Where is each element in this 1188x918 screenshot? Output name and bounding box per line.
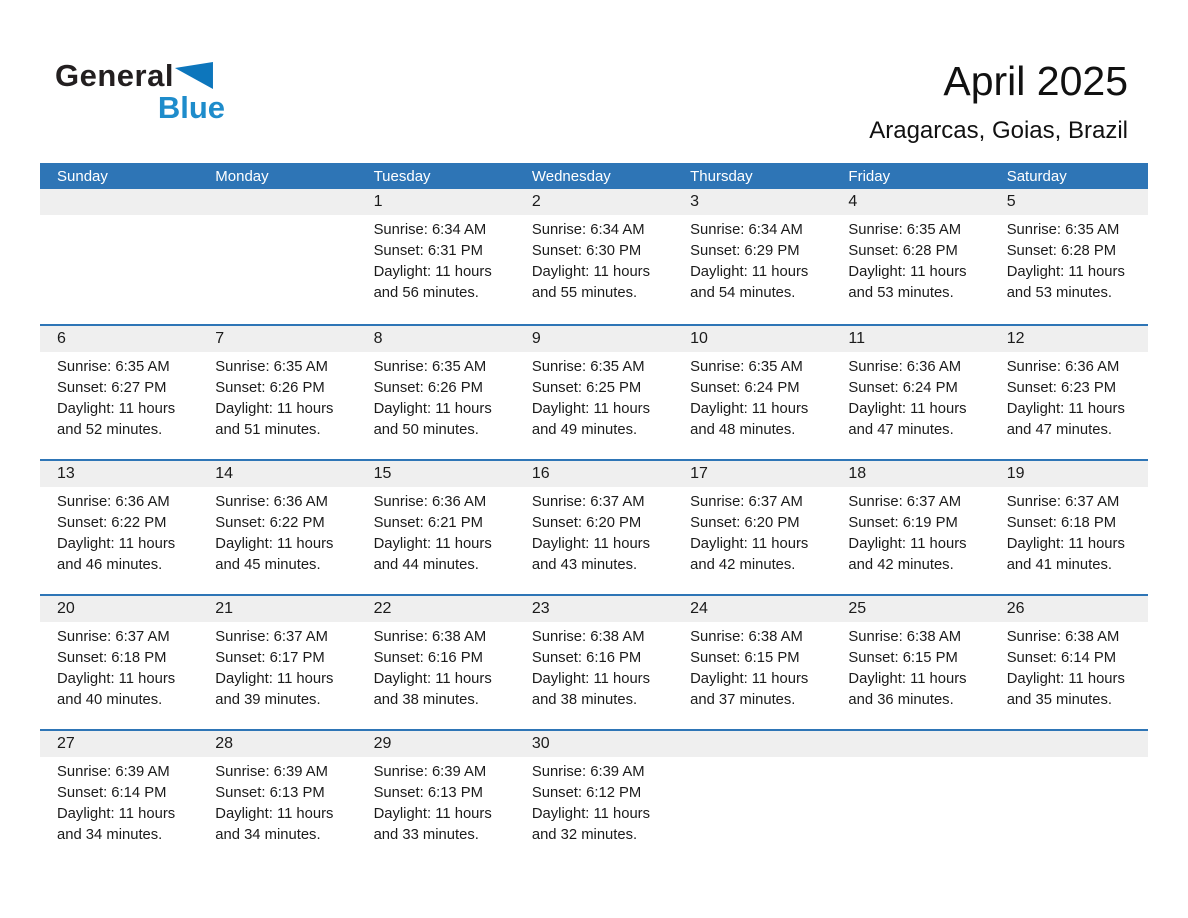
day-details-row (40, 622, 1148, 711)
day-details (198, 352, 356, 441)
day-number: 22 (373, 600, 392, 617)
detail-line: Daylight: 11 hours (848, 264, 967, 280)
detail-line: Sunset: 6:29 PM (690, 243, 800, 259)
day-number: 21 (215, 600, 234, 617)
calendar-week-row (40, 189, 1148, 324)
day-details (831, 622, 989, 711)
detail-line: Daylight: 11 hours (57, 401, 176, 417)
page-title: April 2025 (943, 58, 1128, 104)
day-number: 29 (373, 735, 392, 752)
detail-line: and 33 minutes. (373, 827, 479, 843)
calendar-week-row (40, 729, 1148, 864)
day-details (357, 352, 515, 441)
day-number: 8 (373, 330, 383, 347)
detail-line: and 37 minutes. (690, 692, 796, 708)
detail-line: and 32 minutes. (531, 827, 638, 843)
day-number: 11 (848, 330, 866, 347)
detail-line: Daylight: 11 hours (848, 671, 967, 687)
day-number: 26 (1006, 600, 1025, 617)
detail-line: Daylight: 11 hours (373, 806, 492, 822)
day-details (990, 622, 1148, 711)
detail-line: Sunset: 6:15 PM (848, 650, 958, 666)
detail-line: Sunrise: 6:37 AM (215, 629, 328, 645)
day-details (198, 622, 356, 711)
weekday-header: Wednesday (531, 167, 611, 185)
detail-line: Sunrise: 6:34 AM (531, 222, 645, 238)
day-number: 4 (848, 193, 858, 210)
day-number: 7 (215, 330, 225, 347)
detail-line: and 38 minutes. (373, 692, 479, 708)
detail-line: and 47 minutes. (848, 422, 954, 438)
detail-line: and 34 minutes. (215, 827, 321, 843)
detail-line: Sunrise: 6:35 AM (373, 359, 487, 375)
detail-line: Daylight: 11 hours (215, 806, 334, 822)
day-details (40, 622, 198, 711)
day-details (673, 352, 831, 441)
detail-line: and 53 minutes. (1006, 285, 1112, 301)
detail-line: and 42 minutes. (690, 557, 796, 573)
detail-line: and 52 minutes. (57, 422, 163, 438)
day-number: 25 (848, 600, 867, 617)
detail-line: Sunrise: 6:36 AM (1006, 359, 1120, 375)
detail-line: Daylight: 11 hours (373, 671, 492, 687)
detail-line: Sunset: 6:13 PM (373, 785, 483, 801)
weekday-header: Monday (215, 167, 269, 185)
detail-line: Sunset: 6:30 PM (531, 243, 642, 259)
detail-line: Sunset: 6:14 PM (1006, 650, 1117, 666)
detail-line: Sunrise: 6:36 AM (848, 359, 962, 375)
detail-line: Sunrise: 6:35 AM (215, 359, 328, 375)
weekday-header: Friday (848, 167, 891, 185)
detail-line: Sunrise: 6:35 AM (1006, 222, 1120, 238)
detail-line: Sunrise: 6:36 AM (373, 494, 487, 510)
detail-line: and 48 minutes. (690, 422, 796, 438)
empty-day-details (831, 757, 989, 846)
detail-line: Sunset: 6:27 PM (57, 380, 167, 396)
detail-line: Daylight: 11 hours (531, 264, 651, 280)
day-number-strip (40, 461, 1148, 487)
detail-line: Daylight: 11 hours (690, 401, 809, 417)
day-number: 3 (690, 193, 700, 210)
calendar-table (40, 163, 1148, 864)
weekday-header: Saturday (1006, 167, 1067, 185)
day-number: 16 (531, 465, 550, 482)
day-details (673, 215, 831, 304)
day-details (515, 215, 673, 304)
day-number: 10 (690, 330, 708, 347)
detail-line: Sunrise: 6:39 AM (373, 764, 487, 780)
detail-line: Daylight: 11 hours (690, 536, 809, 552)
detail-line: Daylight: 11 hours (848, 401, 967, 417)
detail-line: Sunrise: 6:38 AM (373, 629, 487, 645)
detail-line: Daylight: 11 hours (373, 536, 492, 552)
day-number: 14 (215, 465, 234, 482)
detail-line: Daylight: 11 hours (57, 806, 176, 822)
detail-line: and 34 minutes. (57, 827, 163, 843)
day-details (515, 622, 673, 711)
detail-line: Sunset: 6:21 PM (373, 515, 483, 531)
detail-line: Sunset: 6:22 PM (57, 515, 167, 531)
detail-line: Sunset: 6:25 PM (531, 380, 642, 396)
day-number: 18 (848, 465, 867, 482)
day-number: 24 (690, 600, 708, 617)
detail-line: and 35 minutes. (1006, 692, 1112, 708)
detail-line: Sunset: 6:12 PM (531, 785, 642, 801)
detail-line: Daylight: 11 hours (531, 806, 651, 822)
detail-line: Sunrise: 6:37 AM (531, 494, 645, 510)
day-details (515, 487, 673, 576)
day-details (831, 215, 989, 304)
detail-line: and 47 minutes. (1006, 422, 1112, 438)
detail-line: Sunrise: 6:36 AM (57, 494, 170, 510)
empty-day-details (40, 215, 198, 304)
detail-line: Sunrise: 6:37 AM (57, 629, 170, 645)
detail-line: and 38 minutes. (531, 692, 638, 708)
detail-line: Daylight: 11 hours (373, 264, 492, 280)
detail-line: Daylight: 11 hours (1006, 264, 1125, 280)
empty-day-number (40, 189, 198, 215)
detail-line: Sunset: 6:19 PM (848, 515, 958, 531)
day-details (673, 487, 831, 576)
empty-day-details (990, 757, 1148, 846)
day-details (198, 487, 356, 576)
day-details (40, 352, 198, 441)
weekday-header-row (40, 163, 1148, 189)
day-details (40, 757, 198, 846)
logo-triangle-icon (175, 62, 213, 89)
detail-line: Sunset: 6:16 PM (531, 650, 642, 666)
day-number: 19 (1006, 465, 1025, 482)
detail-line: Sunrise: 6:35 AM (531, 359, 645, 375)
detail-line: Sunset: 6:20 PM (531, 515, 642, 531)
detail-line: Sunset: 6:17 PM (215, 650, 325, 666)
day-number: 27 (57, 735, 75, 752)
detail-line: and 53 minutes. (848, 285, 954, 301)
detail-line: Daylight: 11 hours (690, 671, 809, 687)
empty-day-details (673, 757, 831, 846)
detail-line: Sunrise: 6:38 AM (690, 629, 803, 645)
day-details-row (40, 215, 1148, 304)
day-number: 28 (215, 735, 234, 752)
detail-line: Sunrise: 6:35 AM (57, 359, 170, 375)
day-details (990, 352, 1148, 441)
detail-line: Sunset: 6:24 PM (848, 380, 958, 396)
detail-line: Daylight: 11 hours (215, 536, 334, 552)
detail-line: Sunset: 6:23 PM (1006, 380, 1117, 396)
detail-line: Sunset: 6:16 PM (373, 650, 483, 666)
day-number: 1 (373, 193, 383, 210)
day-number: 12 (1006, 330, 1025, 347)
detail-line: and 39 minutes. (215, 692, 321, 708)
day-number: 30 (531, 735, 550, 752)
detail-line: Daylight: 11 hours (373, 401, 492, 417)
detail-line: Daylight: 11 hours (1006, 536, 1125, 552)
day-details (831, 352, 989, 441)
detail-line: and 45 minutes. (215, 557, 321, 573)
detail-line: Sunrise: 6:35 AM (690, 359, 803, 375)
detail-line: Sunrise: 6:39 AM (531, 764, 645, 780)
calendar-weeks (40, 189, 1148, 864)
day-number-strip (40, 189, 1148, 215)
day-number-strip (40, 731, 1148, 757)
day-details (831, 487, 989, 576)
detail-line: and 54 minutes. (690, 285, 796, 301)
day-number-strip (40, 596, 1148, 622)
day-details-row (40, 757, 1148, 846)
detail-line: Sunset: 6:28 PM (1006, 243, 1117, 259)
detail-line: Sunset: 6:20 PM (690, 515, 800, 531)
day-details (357, 215, 515, 304)
detail-line: Daylight: 11 hours (215, 671, 334, 687)
day-number: 2 (531, 193, 541, 210)
detail-line: Sunset: 6:22 PM (215, 515, 325, 531)
detail-line: Sunset: 6:26 PM (215, 380, 325, 396)
detail-line: and 46 minutes. (57, 557, 163, 573)
detail-line: Sunset: 6:18 PM (1006, 515, 1117, 531)
detail-line: and 56 minutes. (373, 285, 479, 301)
detail-line: Sunrise: 6:34 AM (373, 222, 487, 238)
detail-line: Sunset: 6:18 PM (57, 650, 167, 666)
detail-line: Sunset: 6:24 PM (690, 380, 800, 396)
detail-line: Sunset: 6:14 PM (57, 785, 167, 801)
detail-line: Sunrise: 6:35 AM (848, 222, 962, 238)
detail-line: Sunrise: 6:36 AM (215, 494, 328, 510)
weekday-header: Thursday (690, 167, 753, 185)
general-blue-logo (55, 60, 225, 123)
detail-line: and 42 minutes. (848, 557, 954, 573)
day-details (515, 757, 673, 846)
detail-line: and 44 minutes. (373, 557, 479, 573)
day-details (990, 215, 1148, 304)
detail-line: and 43 minutes. (531, 557, 638, 573)
weekday-header: Sunday (57, 167, 108, 185)
empty-day-number (990, 731, 1148, 757)
weekday-header: Tuesday (373, 167, 431, 185)
detail-line: Sunset: 6:31 PM (373, 243, 483, 259)
detail-line: Sunrise: 6:37 AM (848, 494, 962, 510)
detail-line: and 50 minutes. (373, 422, 479, 438)
detail-line: Daylight: 11 hours (690, 264, 809, 280)
detail-line: Daylight: 11 hours (531, 671, 651, 687)
logo-top-row (55, 60, 225, 91)
empty-day-number (673, 731, 831, 757)
detail-line: Sunrise: 6:38 AM (531, 629, 645, 645)
empty-day-number (831, 731, 989, 757)
day-details (990, 487, 1148, 576)
day-details (198, 757, 356, 846)
detail-line: Daylight: 11 hours (57, 671, 176, 687)
detail-line: Sunrise: 6:37 AM (1006, 494, 1120, 510)
logo-text-blue: Blue (157, 90, 225, 125)
detail-line: and 49 minutes. (531, 422, 638, 438)
detail-line: Daylight: 11 hours (215, 401, 334, 417)
detail-line: and 55 minutes. (531, 285, 638, 301)
detail-line: Daylight: 11 hours (531, 536, 651, 552)
detail-line: and 51 minutes. (215, 422, 321, 438)
day-number: 20 (57, 600, 75, 617)
day-details (673, 622, 831, 711)
day-details (357, 757, 515, 846)
day-number: 13 (57, 465, 75, 482)
day-number: 15 (373, 465, 392, 482)
day-number-strip (40, 326, 1148, 352)
detail-line: Sunrise: 6:39 AM (57, 764, 170, 780)
day-details-row (40, 487, 1148, 576)
day-number: 5 (1006, 193, 1016, 210)
calendar-week-row (40, 324, 1148, 459)
day-number: 6 (57, 330, 66, 347)
detail-line: and 41 minutes. (1006, 557, 1112, 573)
detail-line: Sunrise: 6:34 AM (690, 222, 803, 238)
day-number: 9 (531, 330, 541, 347)
detail-line: and 36 minutes. (848, 692, 954, 708)
location-subtitle: Aragarcas, Goias, Brazil (869, 117, 1128, 144)
detail-line: Daylight: 11 hours (848, 536, 967, 552)
detail-line: Sunset: 6:15 PM (690, 650, 800, 666)
day-number: 23 (531, 600, 550, 617)
detail-line: Sunrise: 6:38 AM (1006, 629, 1120, 645)
detail-line: Sunrise: 6:37 AM (690, 494, 803, 510)
day-details (357, 622, 515, 711)
detail-line: and 40 minutes. (57, 692, 163, 708)
detail-line: Sunset: 6:13 PM (215, 785, 325, 801)
detail-line: Sunset: 6:28 PM (848, 243, 958, 259)
day-details (515, 352, 673, 441)
day-details (357, 487, 515, 576)
detail-line: Sunrise: 6:39 AM (215, 764, 328, 780)
logo-text-general: General (55, 58, 174, 93)
day-number: 17 (690, 465, 708, 482)
empty-day-number (198, 189, 356, 215)
detail-line: Daylight: 11 hours (1006, 671, 1125, 687)
detail-line: Daylight: 11 hours (531, 401, 651, 417)
day-details-row (40, 352, 1148, 441)
detail-line: Sunrise: 6:38 AM (848, 629, 962, 645)
calendar-week-row (40, 459, 1148, 594)
detail-line: Daylight: 11 hours (57, 536, 176, 552)
detail-line: Daylight: 11 hours (1006, 401, 1125, 417)
empty-day-details (198, 215, 356, 304)
detail-line: Sunset: 6:26 PM (373, 380, 483, 396)
calendar-week-row (40, 594, 1148, 729)
day-details (40, 487, 198, 576)
